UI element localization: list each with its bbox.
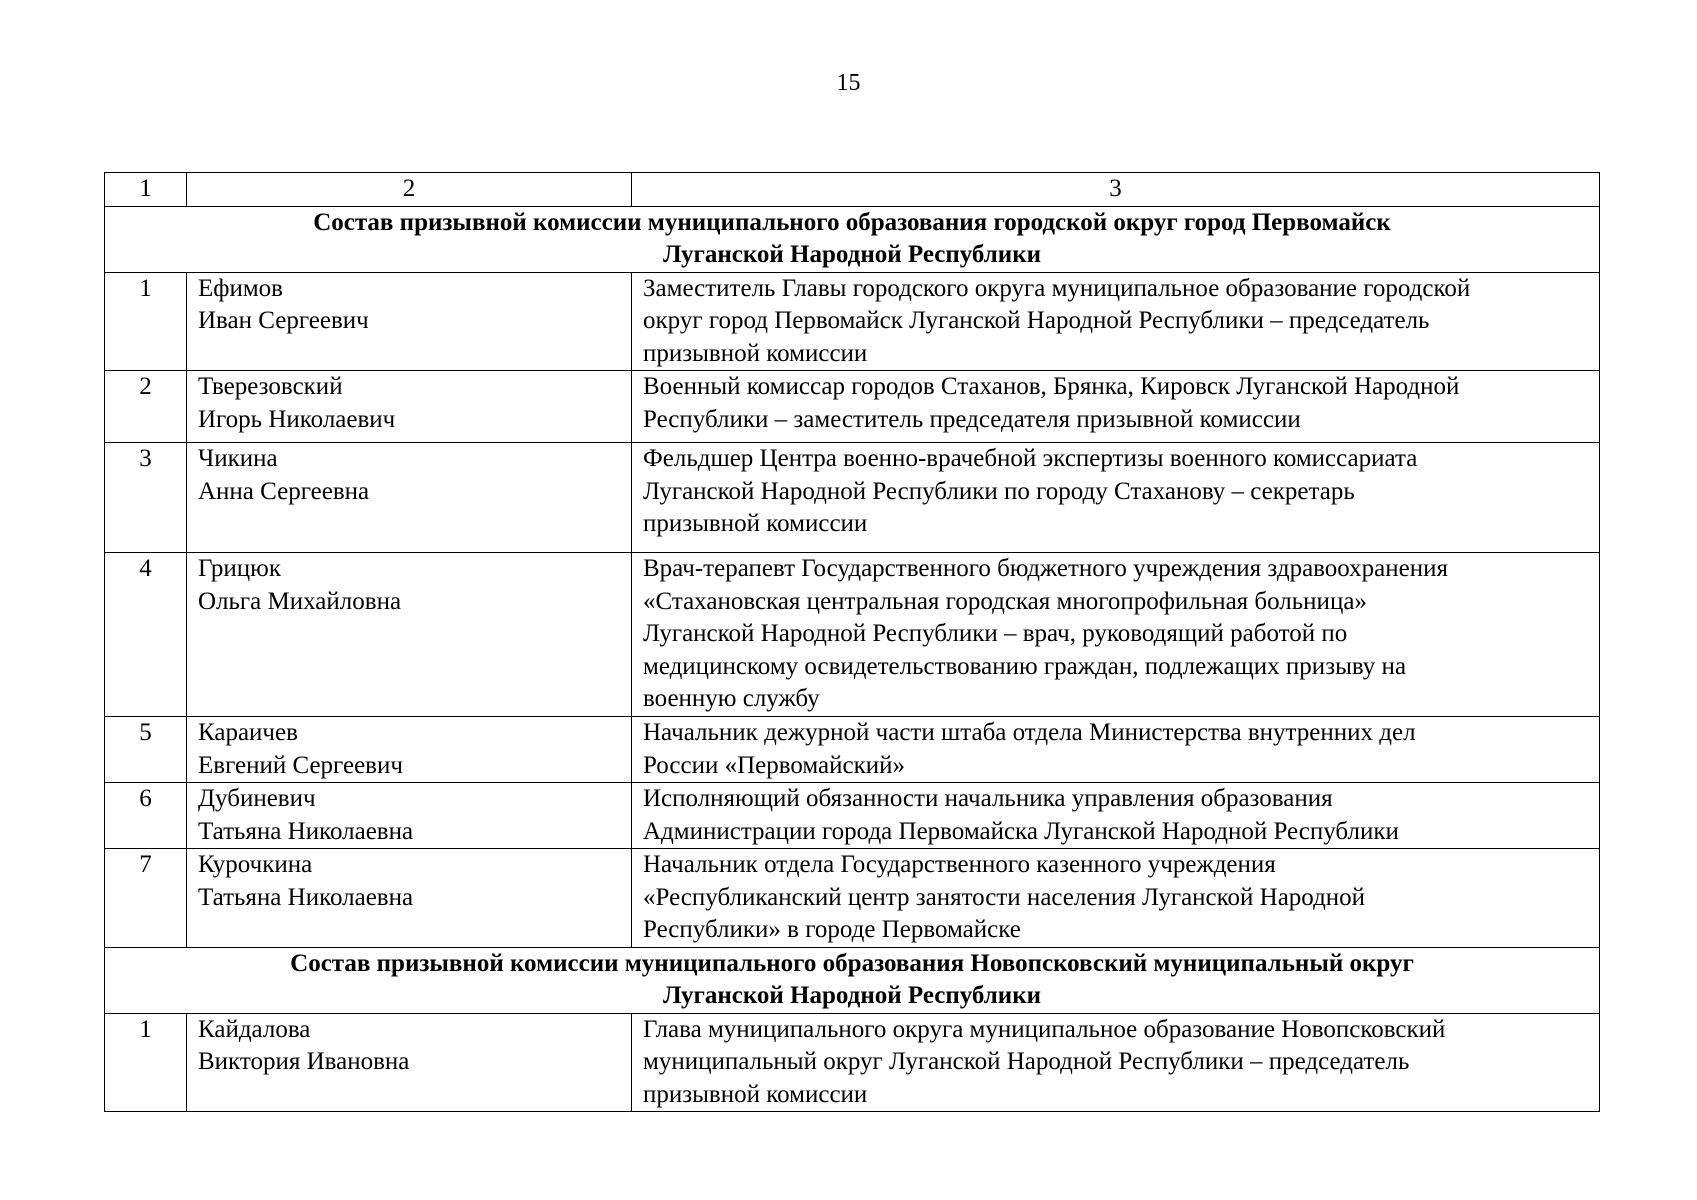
position-line: Заместитель Главы городского округа муниципальное образование городской — [643, 274, 1471, 302]
member-given-names: Татьяна Николаевна — [198, 817, 414, 845]
row-number: 6 — [105, 783, 187, 849]
page-number: 15 — [836, 70, 861, 96]
position-line: Администрации города Первомайска Луганской Народной Республики — [643, 817, 1399, 845]
member-surname: Кайдалова — [198, 1015, 311, 1043]
position-line: призывной комиссии — [643, 339, 868, 367]
member-surname: Тверезовский — [198, 373, 343, 400]
commission-table — [104, 172, 1600, 1112]
member-given-names: Виктория Ивановна — [198, 1048, 410, 1075]
row-number: 3 — [105, 443, 187, 553]
column-number-3: 3 — [632, 173, 1600, 207]
position-line: призывной комиссии — [643, 510, 868, 537]
member-position — [632, 371, 1600, 443]
row-number: 7 — [105, 849, 187, 948]
section-heading-novopskov — [105, 947, 1600, 1013]
table-row — [105, 371, 1600, 443]
position-line: Начальник дежурной части штаба отдела Министерства внутренних дел — [643, 719, 1416, 746]
section-title — [105, 206, 1600, 272]
position-line: Врач-терапевт Государственного бюджетного учреждения здравоохранения — [643, 555, 1449, 582]
member-position — [632, 717, 1600, 783]
member-position — [632, 783, 1600, 849]
table-row — [105, 272, 1600, 371]
member-name — [187, 1013, 632, 1112]
member-name — [187, 783, 632, 849]
row-number: 1 — [105, 272, 187, 371]
section-title-line: Состав призывной комиссии муниципального образования городской округ город Первомайск — [313, 208, 1391, 236]
member-surname: Чикина — [198, 445, 278, 472]
column-number-2: 2 — [187, 173, 632, 207]
table-row — [105, 783, 1600, 849]
table-row — [105, 443, 1600, 553]
position-line: округ город Первомайск Луганской Народной Республики – председатель — [643, 307, 1430, 334]
position-line: Республики – заместитель председателя призывной комиссии — [643, 405, 1301, 433]
position-line: Фельдшер Центра военно-врачебной экспертизы военного комиссариата — [643, 445, 1418, 472]
member-given-names: Татьяна Николаевна — [198, 883, 414, 911]
section-title — [105, 947, 1600, 1013]
position-line: муниципальный округ Луганской Народной Республики – председатель — [643, 1048, 1410, 1075]
position-line: Исполняющий обязанности начальника управления образования — [643, 785, 1333, 812]
row-number: 4 — [105, 553, 187, 717]
member-surname: Дубиневич — [198, 785, 316, 812]
member-name — [187, 443, 632, 553]
table-header-row — [105, 173, 1600, 207]
member-given-names: Игорь Николаевич — [198, 405, 396, 433]
position-line: Республики» в городе Первомайске — [643, 916, 1021, 943]
table-row — [105, 553, 1600, 717]
member-surname: Курочкина — [198, 851, 313, 878]
position-line: призывной комиссии — [643, 1080, 868, 1108]
row-number: 1 — [105, 1013, 187, 1112]
member-position — [632, 272, 1600, 371]
member-position — [632, 553, 1600, 717]
position-line: Начальник отдела Государственного казенного учреждения — [643, 851, 1276, 878]
position-line: Луганской Народной Республики – врач, руководящий работой по — [643, 620, 1348, 647]
member-given-names: Анна Сергеевна — [198, 477, 370, 505]
member-name — [187, 272, 632, 371]
section-title-line: Луганской Народной Республики — [662, 982, 1042, 1009]
member-name — [187, 371, 632, 443]
row-number: 2 — [105, 371, 187, 443]
section-heading-pervomaysk — [105, 206, 1600, 272]
member-position — [632, 443, 1600, 553]
member-surname: Ефимов — [198, 274, 283, 302]
position-line: Луганской Народной Республики по городу Стаханову – секретарь — [643, 477, 1355, 505]
position-line: Военный комиссар городов Стаханов, Брянка, Кировск Луганской Народной — [643, 373, 1460, 400]
row-number: 5 — [105, 717, 187, 783]
position-line: России «Первомайский» — [643, 751, 906, 779]
member-name — [187, 553, 632, 717]
member-name — [187, 717, 632, 783]
position-line: «Республиканский центр занятости населения Луганской Народной — [643, 883, 1366, 911]
member-position — [632, 1013, 1600, 1112]
position-line: медицинскому освидетельствованию граждан, подлежащих призыву на — [643, 652, 1407, 680]
member-surname: Караичев — [198, 719, 298, 746]
position-line: Глава муниципального округа муниципальное образование Новопсковский — [643, 1015, 1446, 1043]
member-position — [632, 849, 1600, 948]
member-name — [187, 849, 632, 948]
column-number-1: 1 — [105, 173, 187, 207]
position-line: «Стахановская центральная городская многопрофильная больница» — [643, 587, 1367, 615]
member-surname: Грицюк — [198, 555, 281, 582]
section-title-line: Луганской Народной Республики — [662, 241, 1042, 268]
table-row — [105, 849, 1600, 948]
member-given-names: Иван Сергеевич — [198, 307, 369, 334]
position-line: военную службу — [643, 685, 820, 712]
section-title-line: Состав призывной комиссии муниципального образования Новопсковский муниципальный округ — [290, 949, 1414, 977]
member-given-names: Ольга Михайловна — [198, 587, 402, 615]
table-row — [105, 1013, 1600, 1112]
table-row — [105, 717, 1600, 783]
member-given-names: Евгений Сергеевич — [198, 751, 403, 779]
